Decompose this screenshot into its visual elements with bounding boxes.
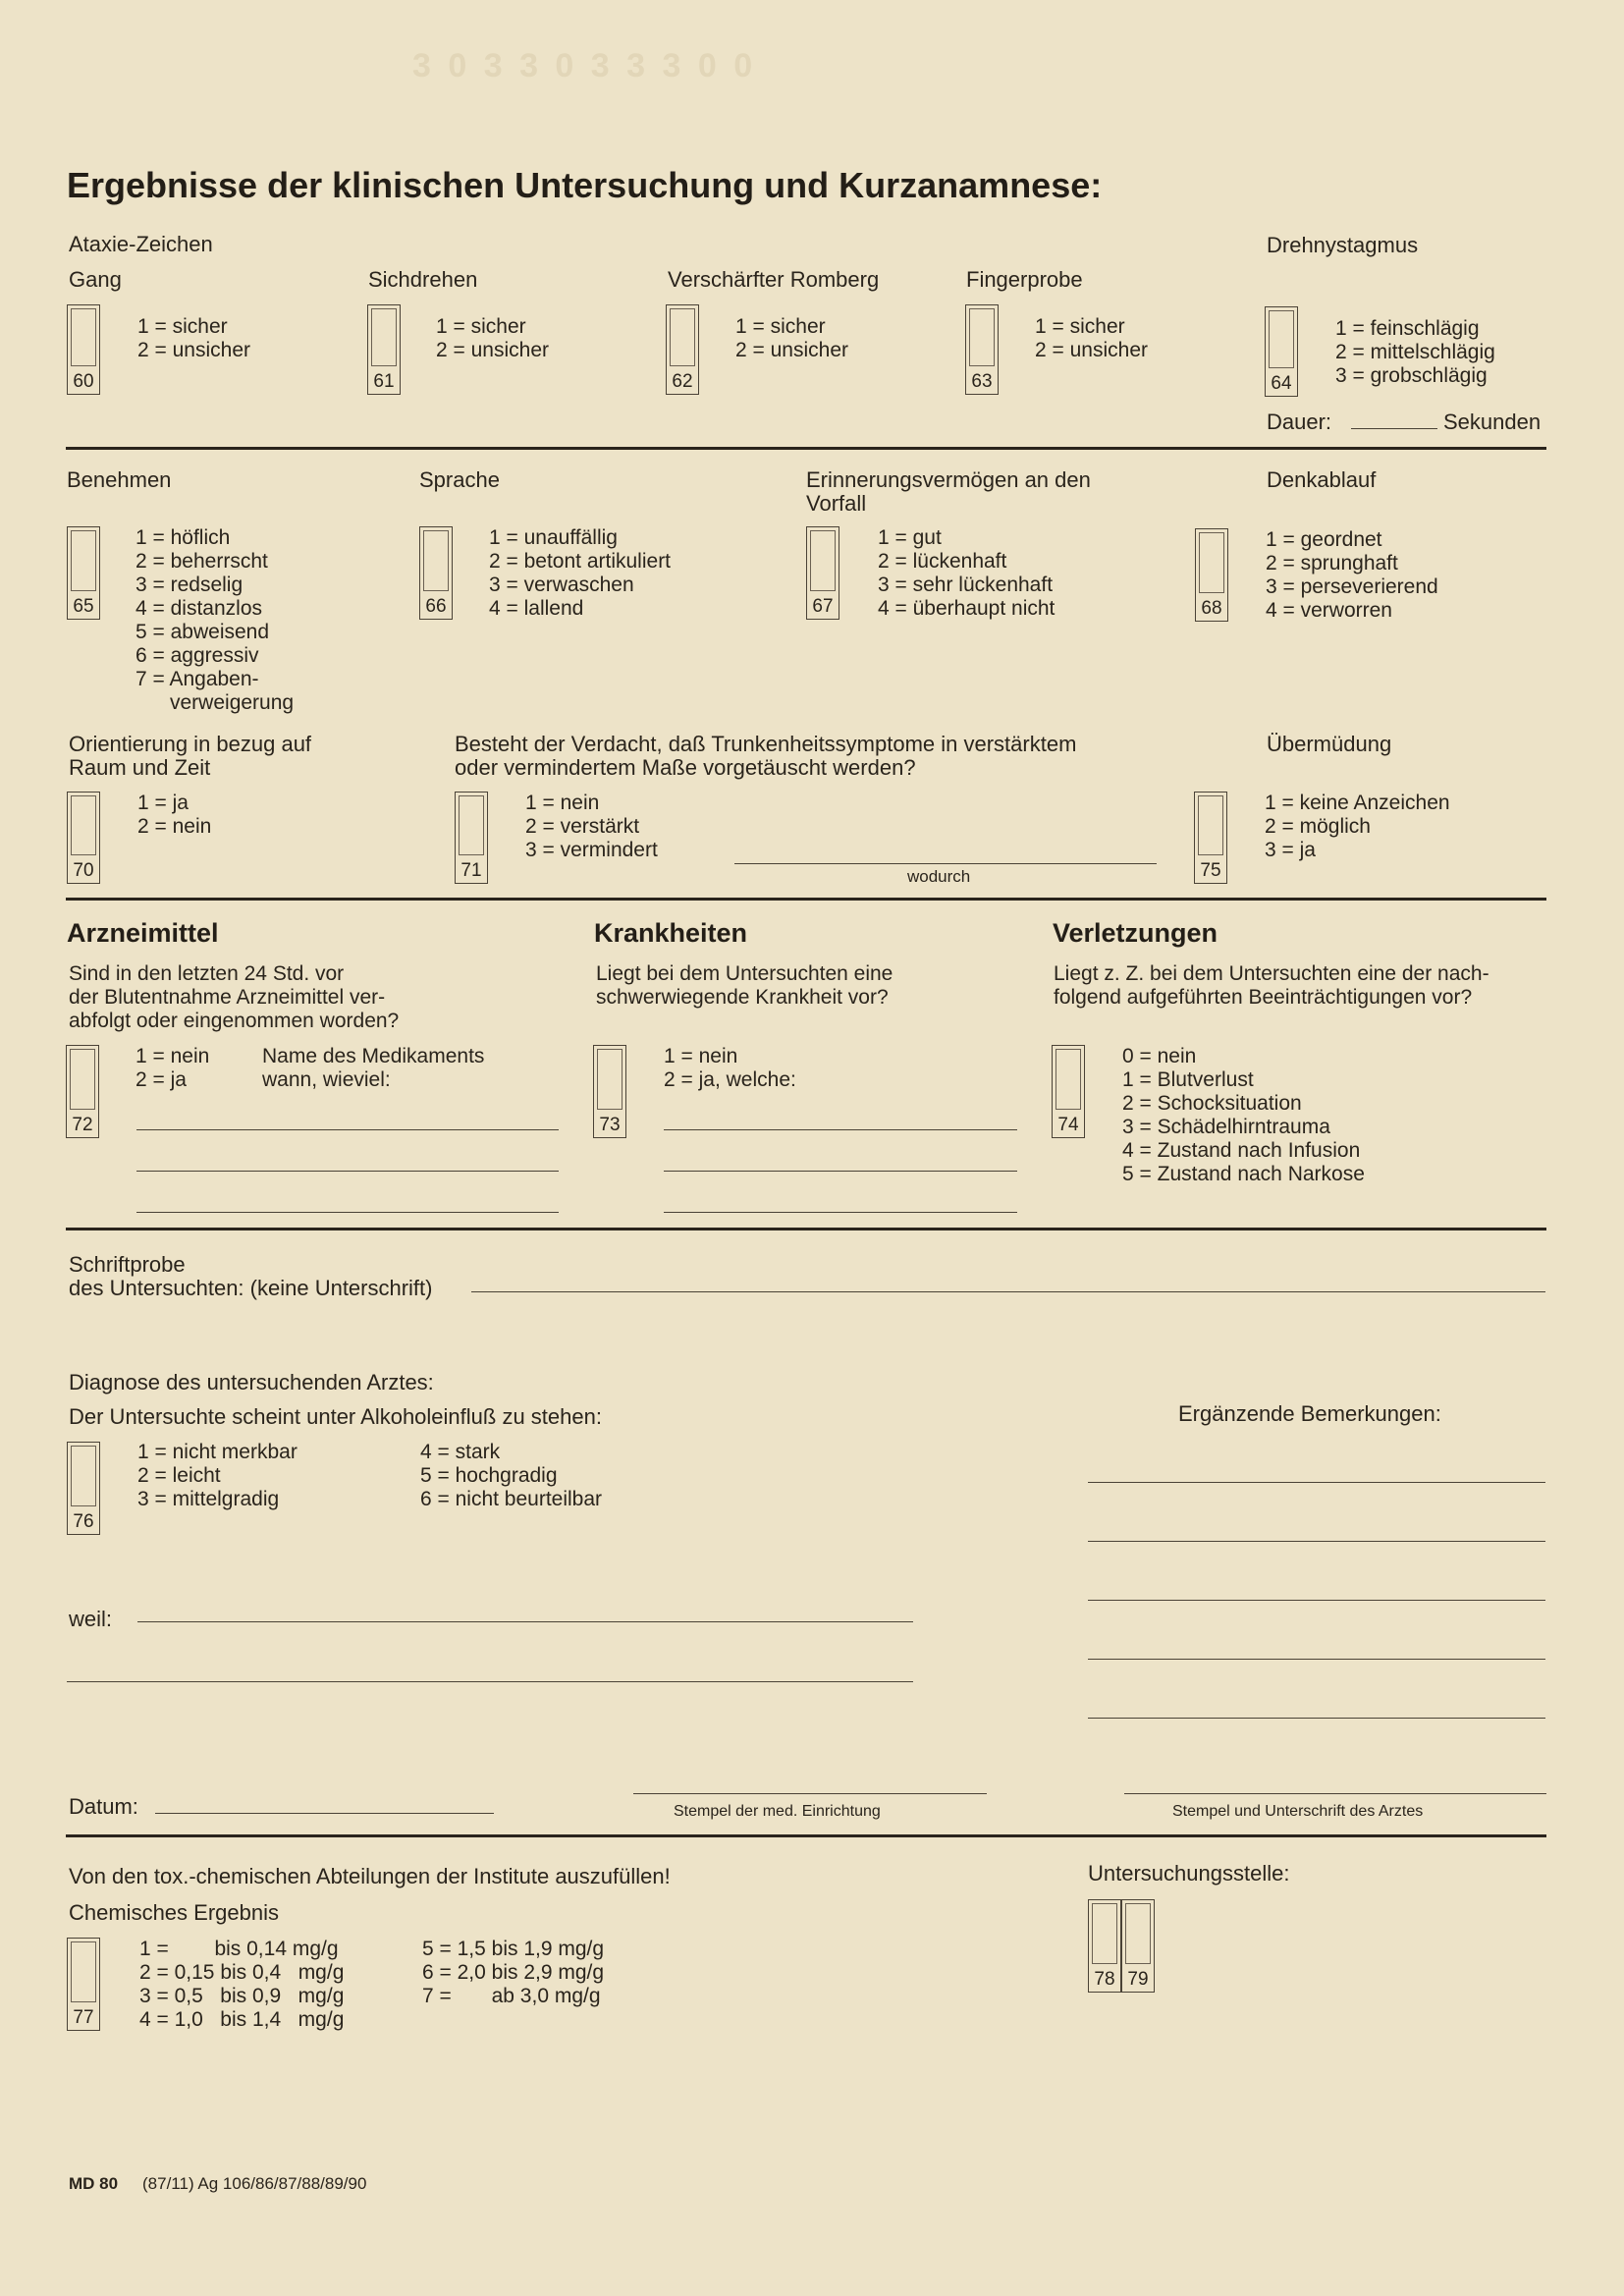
code-box-66[interactable]: 66	[419, 526, 453, 620]
denkablauf-options: 1 = geordnet 2 = sprunghaft 3 = perseverierend 4 = verworren	[1266, 528, 1438, 622]
bemerkungen-input-line-4[interactable]	[1088, 1659, 1545, 1660]
code-box-62[interactable]: 62	[666, 304, 699, 395]
stempel-arzt-line[interactable]	[1124, 1793, 1546, 1794]
fingerprobe-label: Fingerprobe	[966, 267, 1083, 292]
form-print-code: (87/11) Ag 106/86/87/88/89/90	[142, 2174, 367, 2193]
romberg-options: 1 = sicher 2 = unsicher	[735, 315, 848, 361]
diagnose-question: Der Untersuchte scheint unter Alkoholeinfluß zu stehen:	[69, 1404, 602, 1429]
code-box-63[interactable]: 63	[965, 304, 999, 395]
arzneimittel-question: Sind in den letzten 24 Std. vor der Blutentnahme Arzneimittel ver- abfolgt oder eingenommen worden?	[69, 962, 400, 1032]
datum-input-line[interactable]	[155, 1813, 494, 1814]
code-box-71[interactable]: 71	[455, 792, 488, 884]
weil-input-line-2[interactable]	[67, 1681, 913, 1682]
sprache-options: 1 = unauffällig 2 = betont artikuliert 3 = verwaschen 4 = lallend	[489, 526, 672, 620]
code-box-75[interactable]: 75	[1194, 792, 1227, 884]
benehmen-options: 1 = höflich 2 = beherrscht 3 = redselig 4 = distanzlos 5 = abweisend 6 = aggressiv 7 = Angaben- verweigerung	[135, 526, 295, 714]
schriftprobe-input-line[interactable]	[471, 1291, 1545, 1292]
erinnerung-label-1: Erinnerungsvermögen an den	[806, 467, 1091, 492]
code-box-65[interactable]: 65	[67, 526, 100, 620]
krankheit-input-line-2[interactable]	[664, 1171, 1017, 1172]
code-box-77[interactable]: 77	[67, 1938, 100, 2031]
bemerkungen-input-line-1[interactable]	[1088, 1482, 1545, 1483]
arzneimittel-options: 1 = nein 2 = ja	[135, 1045, 210, 1091]
tox-heading: Von den tox.-chemischen Abteilungen der Institute auszufüllen!	[69, 1864, 671, 1888]
arzneimittel-heading: Arzneimittel	[67, 918, 219, 948]
uebermuedung-label: Übermüdung	[1267, 732, 1392, 756]
stempel-einrichtung-line[interactable]	[633, 1793, 987, 1794]
verdacht-question-1: Besteht der Verdacht, daß Trunkenheitssymptome in verstärktem	[455, 732, 1077, 756]
code-box-67[interactable]: 67	[806, 526, 839, 620]
medikament-input-line-2[interactable]	[136, 1171, 559, 1172]
bemerkungen-input-line-3[interactable]	[1088, 1600, 1545, 1601]
schriftprobe-label-2: des Untersuchten: (keine Unterschrift)	[69, 1276, 433, 1300]
gang-options: 1 = sicher 2 = unsicher	[137, 315, 250, 361]
verletzungen-options: 0 = nein 1 = Blutverlust 2 = Schocksituation 3 = Schädelhirntrauma 4 = Zustand nach Infusion 5 = Zustand nach Narkose	[1122, 1045, 1365, 1185]
code-box-72[interactable]: 72	[66, 1045, 99, 1138]
code-box-70[interactable]: 70	[67, 792, 100, 884]
code-box-60[interactable]: 60	[67, 304, 100, 395]
section-divider	[66, 1228, 1546, 1230]
krankheiten-question: Liegt bei dem Untersuchten eine schwerwiegende Krankheit vor?	[596, 962, 893, 1009]
code-box-73[interactable]: 73	[593, 1045, 626, 1138]
benehmen-label: Benehmen	[67, 467, 172, 492]
gang-label: Gang	[69, 267, 122, 292]
krankheit-input-line-3[interactable]	[664, 1212, 1017, 1213]
sekunden-label: Sekunden	[1443, 410, 1542, 434]
section-divider	[66, 447, 1546, 450]
fingerprobe-options: 1 = sicher 2 = unsicher	[1035, 315, 1148, 361]
verdacht-question-2: oder vermindertem Maße vorgetäuscht werden?	[455, 755, 916, 780]
romberg-label: Verschärfter Romberg	[668, 267, 880, 292]
denkablauf-label: Denkablauf	[1267, 467, 1377, 492]
nystagmus-label: Drehnystagmus	[1267, 233, 1419, 257]
nystagmus-options: 1 = feinschlägig 2 = mittelschlägig 3 = grobschlägig	[1335, 317, 1495, 387]
weil-input-line-1[interactable]	[137, 1621, 913, 1622]
code-box-79[interactable]: 79	[1121, 1899, 1155, 1993]
stempel-einrichtung-label: Stempel der med. Einrichtung	[674, 1803, 881, 1820]
diagnose-options-b: 4 = stark 5 = hochgradig 6 = nicht beurteilbar	[420, 1441, 603, 1510]
code-box-76[interactable]: 76	[67, 1442, 100, 1535]
medikament-input-line-1[interactable]	[136, 1129, 559, 1130]
wodurch-label: wodurch	[907, 867, 971, 886]
schriftprobe-label-1: Schriftprobe	[69, 1252, 186, 1277]
untersuchungsstelle-label: Untersuchungsstelle:	[1088, 1861, 1290, 1886]
section-divider	[66, 1834, 1546, 1837]
krankheiten-heading: Krankheiten	[594, 918, 748, 948]
chem-ergebnis-label: Chemisches Ergebnis	[69, 1900, 279, 1925]
erinnerung-options: 1 = gut 2 = lückenhaft 3 = sehr lückenhaft 4 = überhaupt nicht	[878, 526, 1056, 620]
wodurch-input-line[interactable]	[734, 863, 1157, 864]
code-box-61[interactable]: 61	[367, 304, 401, 395]
verletzungen-heading: Verletzungen	[1053, 918, 1218, 948]
code-box-68[interactable]: 68	[1195, 528, 1228, 622]
section-divider	[66, 898, 1546, 901]
krankheit-input-line-1[interactable]	[664, 1129, 1017, 1130]
bemerkungen-input-line-2[interactable]	[1088, 1541, 1545, 1542]
orientierung-label-2: Raum und Zeit	[69, 755, 211, 780]
form-id: MD 80	[69, 2174, 119, 2193]
orientierung-label-1: Orientierung in bezug auf	[69, 732, 312, 756]
code-box-78[interactable]: 78	[1088, 1899, 1121, 1993]
sichdrehen-label: Sichdrehen	[368, 267, 478, 292]
sichdrehen-options: 1 = sicher 2 = unsicher	[436, 315, 549, 361]
ataxie-heading: Ataxie-Zeichen	[69, 232, 213, 256]
verletzungen-question: Liegt z. Z. bei dem Untersuchten eine der nach- folgend aufgeführten Beeinträchtigungen vor?	[1054, 962, 1489, 1009]
uebermuedung-options: 1 = keine Anzeichen 2 = möglich 3 = ja	[1265, 792, 1450, 861]
medikament-input-line-3[interactable]	[136, 1212, 559, 1213]
medikament-name-label: Name des Medikaments wann, wieviel:	[262, 1045, 485, 1091]
diagnose-heading: Diagnose des untersuchenden Arztes:	[69, 1370, 434, 1394]
datum-label: Datum:	[69, 1794, 138, 1819]
dauer-label: Dauer:	[1267, 410, 1332, 434]
stempel-arzt-label: Stempel und Unterschrift des Arztes	[1172, 1803, 1424, 1820]
page-title: Ergebnisse der klinischen Untersuchung und Kurzanamnese:	[67, 165, 1103, 205]
diagnose-options-a: 1 = nicht merkbar 2 = leicht 3 = mittelgradig	[137, 1441, 298, 1510]
bemerkungen-input-line-5[interactable]	[1088, 1718, 1545, 1719]
weil-label: weil:	[69, 1607, 113, 1631]
code-box-74[interactable]: 74	[1052, 1045, 1085, 1138]
code-box-64[interactable]: 64	[1265, 306, 1298, 397]
dauer-input-line[interactable]	[1351, 428, 1437, 429]
erinnerung-label-2: Vorfall	[806, 491, 867, 516]
faint-print-through: 3 0 3 3 0 3 3 3 0 0	[412, 47, 757, 84]
tox-options-a: 1 = bis 0,14 mg/g 2 = 0,15 bis 0,4 mg/g 3 = 0,5 bis 0,9 mg/g 4 = 1,0 bis 1,4 mg/g	[139, 1938, 345, 2031]
sprache-label: Sprache	[419, 467, 500, 492]
krankheiten-options: 1 = nein 2 = ja, welche:	[664, 1045, 796, 1091]
tox-options-b: 5 = 1,5 bis 1,9 mg/g 6 = 2,0 bis 2,9 mg/g 7 = ab 3,0 mg/g	[422, 1938, 605, 2007]
bemerkungen-label: Ergänzende Bemerkungen:	[1178, 1401, 1441, 1426]
orientierung-options: 1 = ja 2 = nein	[137, 792, 212, 838]
verdacht-options: 1 = nein 2 = verstärkt 3 = vermindert	[525, 792, 658, 861]
